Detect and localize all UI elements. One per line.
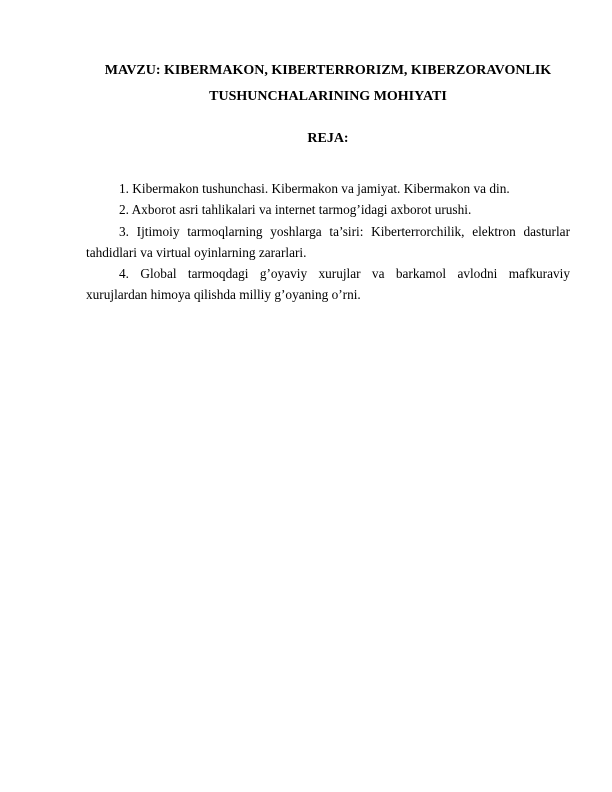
- plan-item-3: 3. Ijtimoiy tarmoqlarning yoshlarga ta’siri: Kiberterrorchilik, elektron dasturlar tahdidlari va virtual oyinlarning zararlari.: [86, 223, 570, 260]
- plan-item-4: 4. Global tarmoqdagi g’oyaviy xurujlar va barkamol avlodni mafkuraviy xurujlardan himoya qilishda milliy g’oyaning o’rni.: [86, 266, 570, 303]
- plan-item-2: 2. Axborot asri tahlikalari va internet tarmog’idagi axborot urushi.: [119, 202, 472, 218]
- plan-heading: REJA:: [307, 131, 349, 146]
- plan-list: [86, 178, 570, 306]
- title-line-2: TUSHUNCHALARINING MOHIYATI: [209, 89, 447, 104]
- plan-item-1: 1. Kibermakon tushunchasi. Kibermakon va jamiyat. Kibermakon va din.: [119, 181, 510, 196]
- title-line-1: MAVZU: KIBERMAKON, KIBERTERRORIZM, KIBERZORAVONLIK: [104, 63, 552, 78]
